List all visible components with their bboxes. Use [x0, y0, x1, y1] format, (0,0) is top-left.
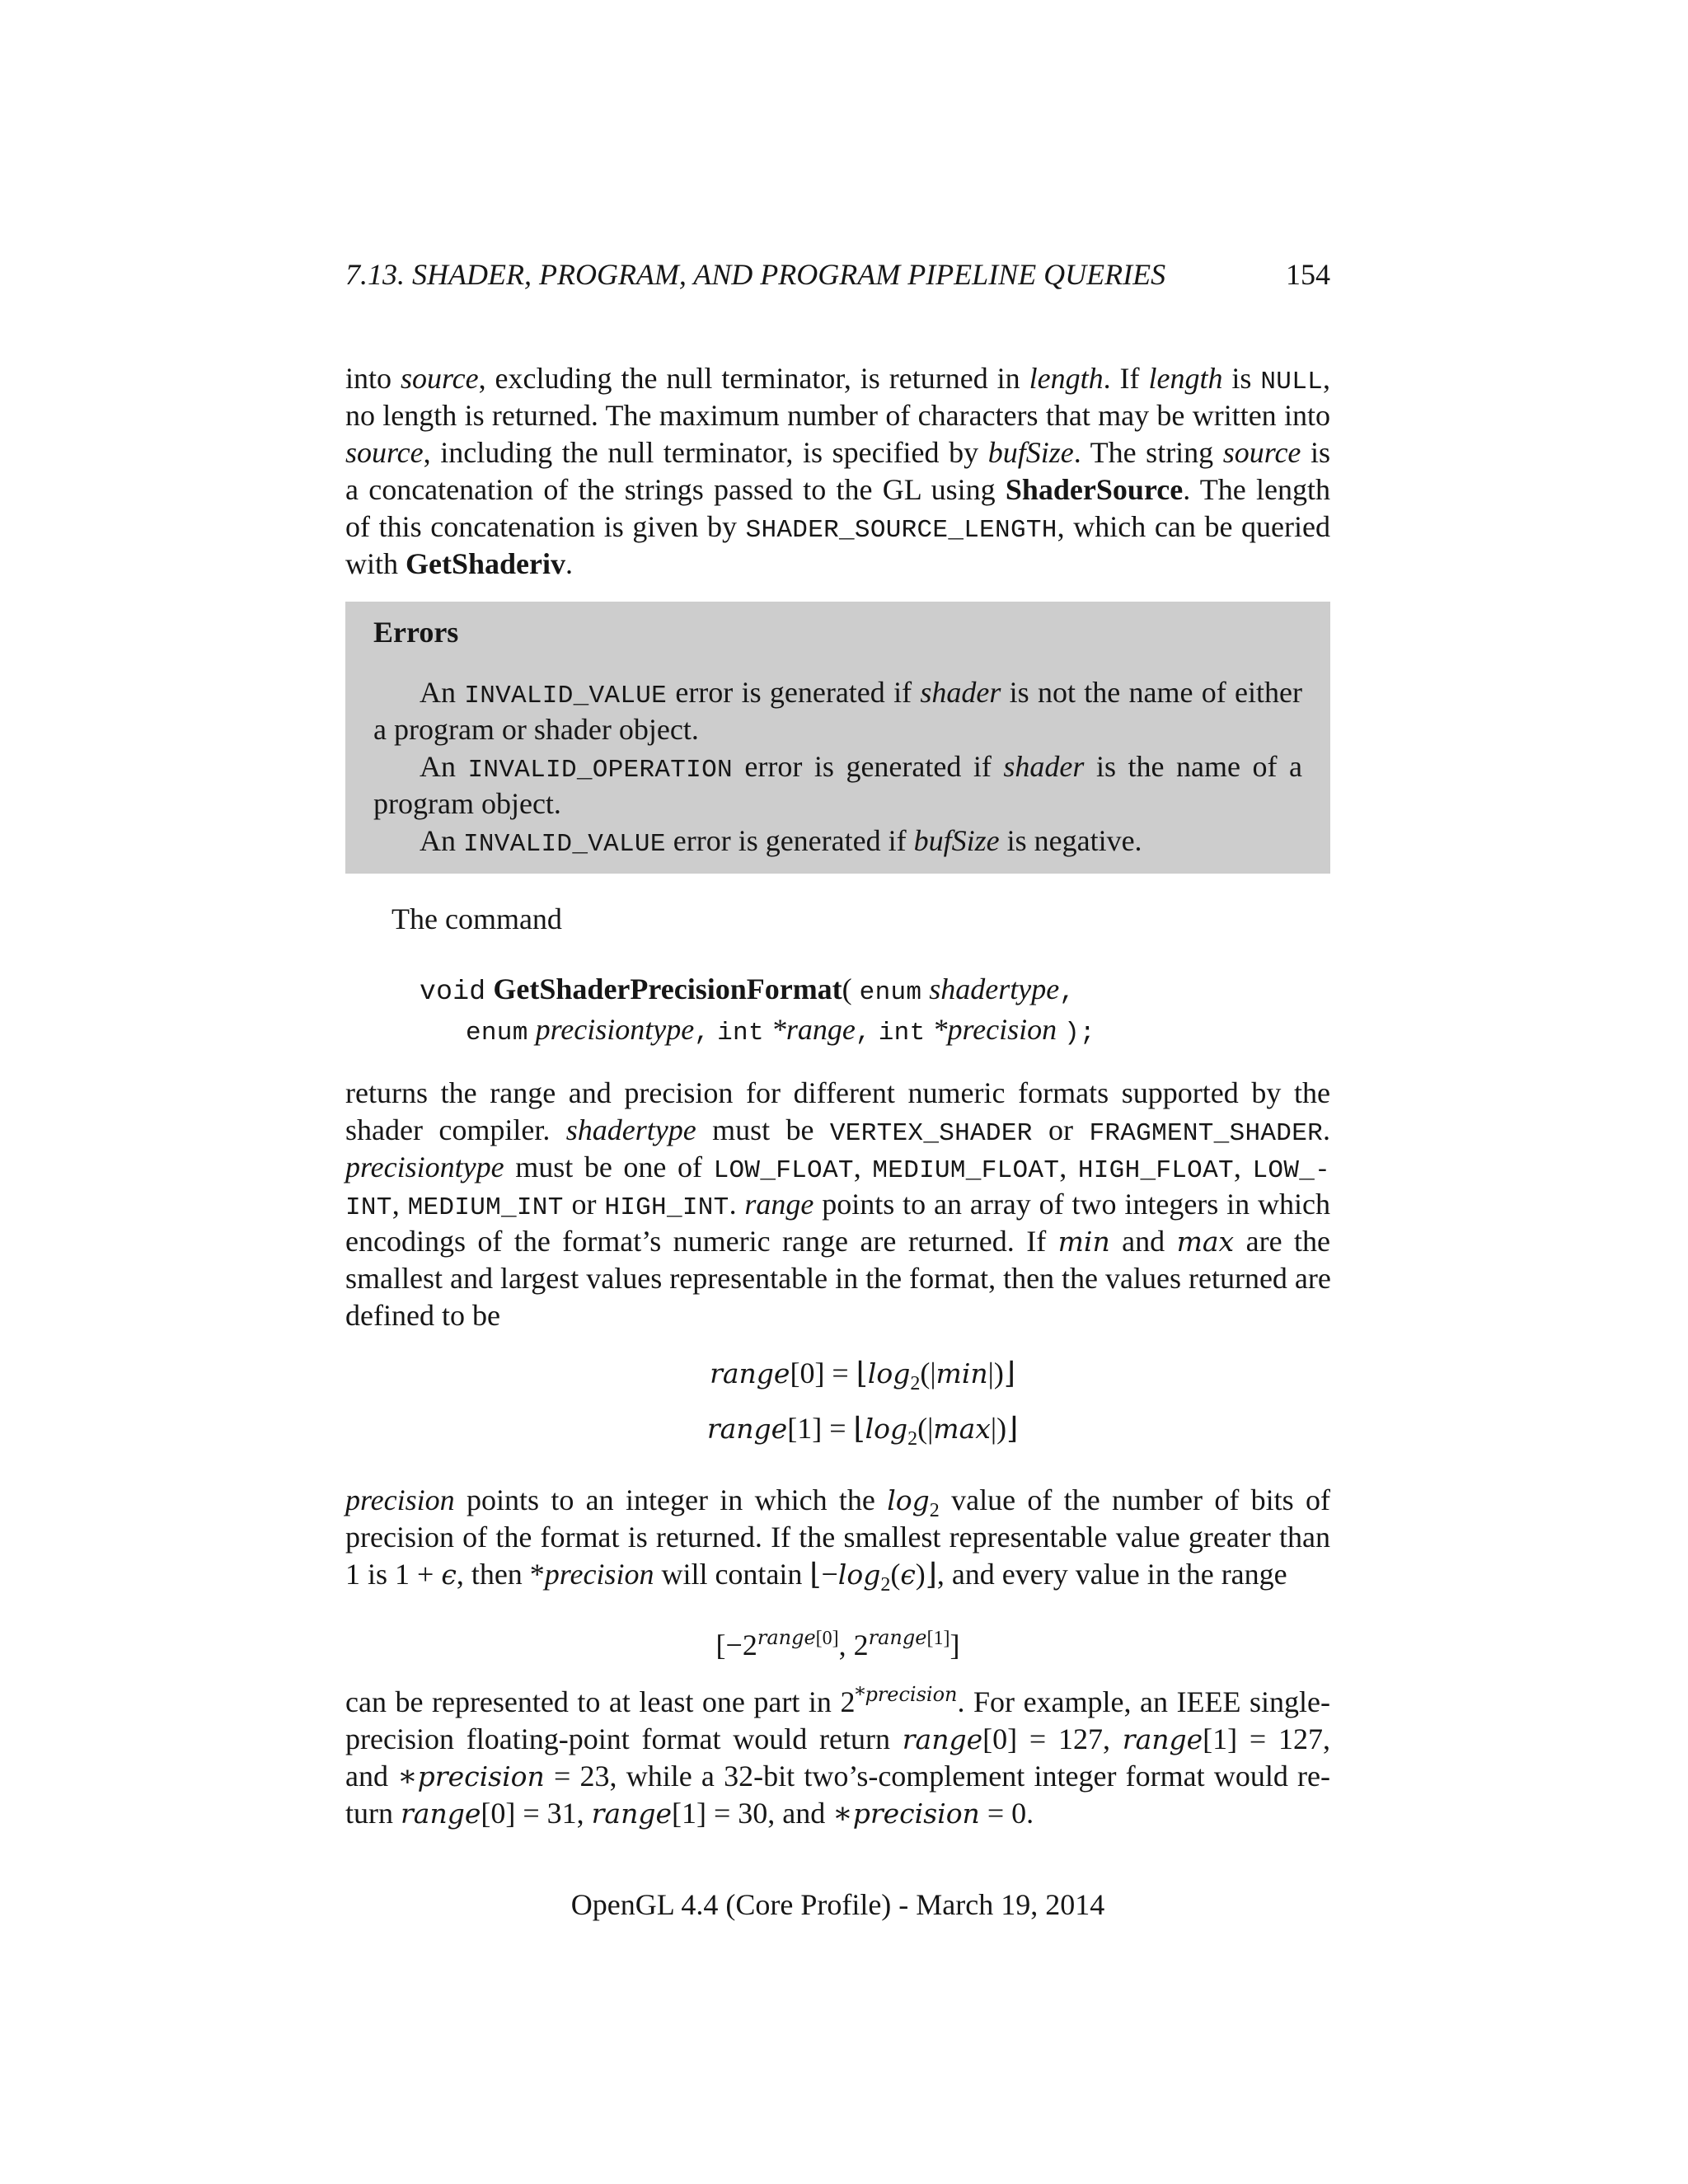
error-item-continued: program object. — [373, 787, 561, 820]
description-paragraph — [345, 1075, 1330, 1334]
equation-range-1: range[1] = $⌊\log_2(|\max|)⌋$ — [706, 1412, 1019, 1451]
error-item: An INVALID_VALUE error is generated if bufSize is negative. — [420, 824, 1142, 859]
page-number: 154 — [1286, 258, 1330, 291]
equation-range-0: range[0] = $⌊\log_2(|\min|)⌋$ — [710, 1357, 1015, 1395]
text-line: and ∗precision = 23, while a 32-bit two’s-complement integer format would re- — [345, 1760, 1330, 1793]
text-line: INT, MEDIUM_INT or HIGH_INT. range points to an array of two integers in which — [345, 1188, 1331, 1222]
error-item: An INVALID_OPERATION error is generated if shader is the name of a — [420, 750, 1302, 785]
command-intro: The command — [392, 902, 562, 935]
text-line: no length is returned. The maximum number of characters that may be written into — [345, 399, 1330, 432]
error-list — [373, 674, 1302, 860]
precision-paragraph — [345, 1482, 1331, 1596]
function-prototype — [420, 971, 1095, 1052]
text-line: precision of the format is returned. If the smallest representable value greater than — [345, 1521, 1330, 1554]
text-line: defined to be — [345, 1299, 500, 1332]
text-line: of this concatenation is given by SHADER_SOURCE_LENGTH, which can be queried — [345, 510, 1330, 545]
page-footer: OpenGL 4.4 (Core Profile) - March 19, 2014 — [570, 1888, 1105, 1921]
text-line: precision points to an integer in which the $\log_2$ value of the number of bits of — [345, 1483, 1331, 1522]
final-paragraph — [345, 1684, 1330, 1832]
text-line: encodings of the format’s numeric range are returned. If min and max are the — [345, 1225, 1330, 1258]
errors-title: Errors — [373, 616, 459, 649]
text-line: returns the range and precision for different numeric formats supported by the — [345, 1076, 1330, 1109]
text-line: source, including the null terminator, is specified by bufSize. The string source is — [345, 436, 1330, 469]
text-line: 1 is 1 + ϵ, then *precision will contain $⌊-\log_2(\epsilon)⌋$, and every value in the range — [345, 1558, 1287, 1596]
text-line: can be represented to at least one part in $2^{*precision}$. For example, an IEEE single- — [345, 1683, 1330, 1718]
text-line: precisiontype must be one of LOW_FLOAT, MEDIUM_FLOAT, HIGH_FLOAT, LOW_- — [345, 1151, 1331, 1185]
text-line: with GetShaderiv. — [345, 547, 574, 580]
running-header — [345, 257, 1330, 297]
intro-paragraph — [345, 360, 1330, 583]
error-item: An INVALID_VALUE error is generated if shader is not the name of either — [420, 676, 1303, 710]
section-title: 7.13. SHADER, PROGRAM, AND PROGRAM PIPELINE QUERIES — [345, 258, 1166, 291]
text-line: shader compiler. shadertype must be VERTEX_SHADER or FRAGMENT_SHADER. — [345, 1113, 1330, 1148]
errors-box — [345, 602, 1330, 874]
text-line: smallest and largest values representable in the format, then the values returned are — [345, 1262, 1331, 1295]
text-line: a concatenation of the strings passed to the GL using ShaderSource. The length — [345, 473, 1330, 506]
text-line: precision floating-point format would return range[0] = 127, range[1] = 127, — [345, 1722, 1331, 1755]
prototype-line-2: enum precisiontype, int *range, int *precision ); — [466, 1013, 1095, 1047]
error-item-continued: a program or shader object. — [373, 713, 699, 746]
text-line: into source, excluding the null terminator, is returned in length. If length is NULL, — [345, 362, 1331, 396]
equation-range-interval: [$-2^{range[0]}$, $2^{range[1]}$] — [715, 1626, 960, 1661]
prototype-line-1: void GetShaderPrecisionFormat( enum shadertype, — [420, 972, 1076, 1007]
text-line: turn range[0] = 31, range[1] = 30, and ∗precision = 0. — [345, 1797, 1034, 1830]
